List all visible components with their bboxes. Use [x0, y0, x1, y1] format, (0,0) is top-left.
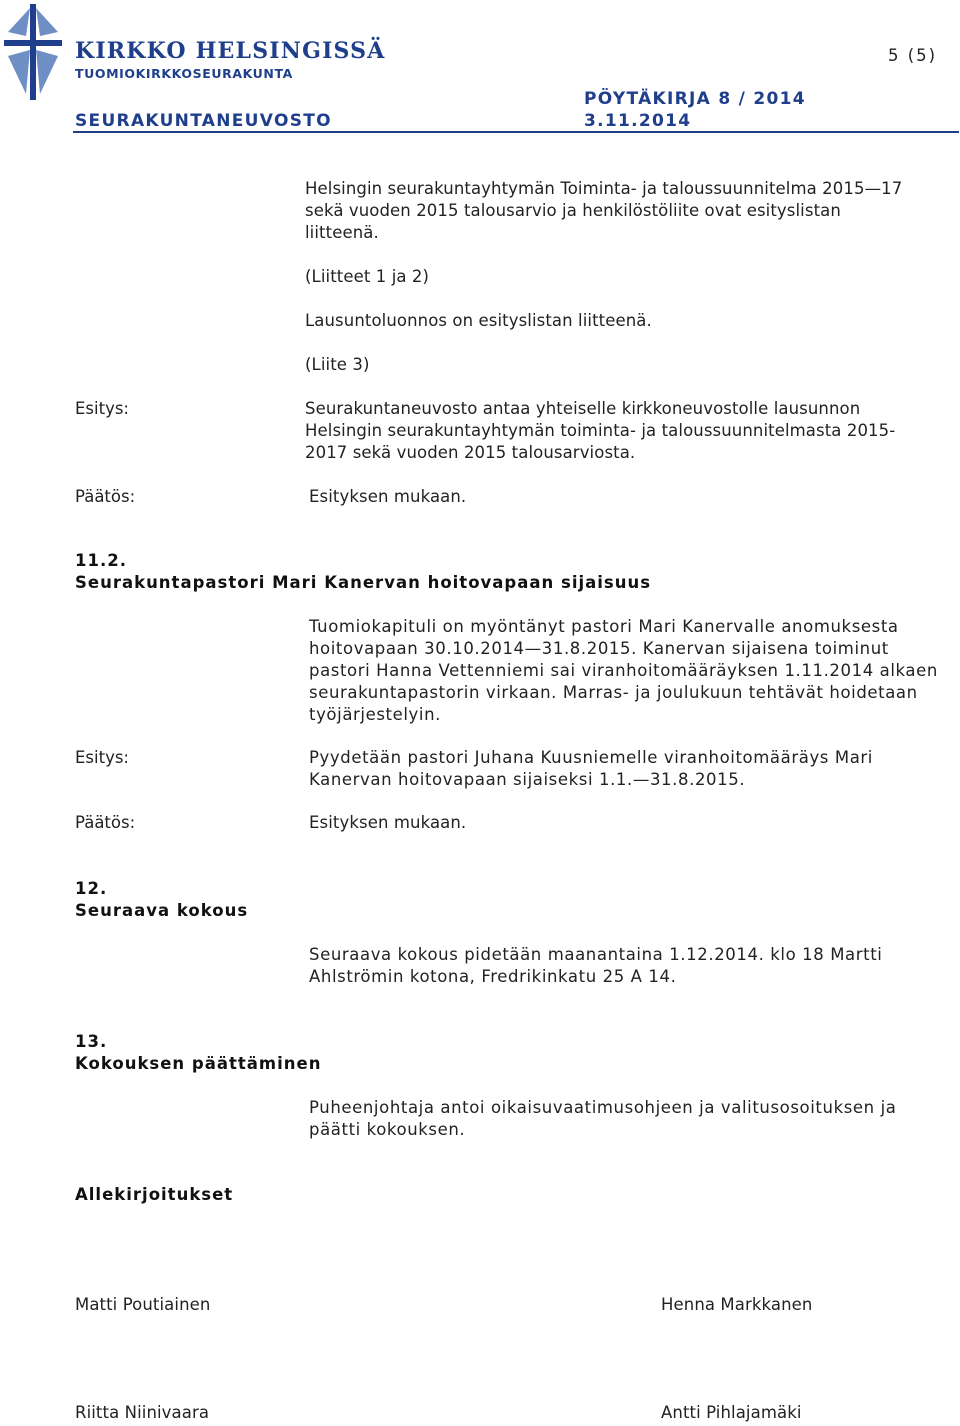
signatory-name: Matti Poutiainen	[75, 1295, 211, 1314]
text-line: seurakuntapastorin virkaan. Marras- ja joulukuun tehtävät hoidetaan	[309, 683, 918, 702]
paragraph	[309, 944, 882, 988]
text-line: Puheenjohtaja antoi oikaisuvaatimusohjeen ja valitusosoituksen ja	[309, 1098, 897, 1117]
church-logo	[0, 0, 66, 104]
text-line: Seuraava kokous pidetään maanantaina 1.12.2014. klo 18 Martti	[309, 945, 883, 964]
org-subname: TUOMIOKIRKKOSEURAKUNTA	[75, 66, 293, 81]
text-line: sekä vuoden 2015 talousarvio ja henkilöstöliite ovat esityslistan	[305, 201, 841, 220]
paragraph: Lausuntoluonnos on esityslistan liitteenä.	[305, 311, 652, 330]
page-number: 5 (5)	[888, 46, 938, 65]
paragraph	[305, 178, 902, 244]
text-line: Kanervan hoitovapaan sijaiseksi 1.1.—31.8.2015.	[309, 770, 746, 789]
attachment-note: (Liitteet 1 ja 2)	[305, 267, 430, 286]
text-line: Helsingin seurakuntayhtymän toiminta- ja taloussuunnitelmasta 2015-	[305, 421, 896, 440]
text-line: Tuomiokapituli on myöntänyt pastori Mari Kanervalle anomuksesta	[309, 617, 899, 636]
signatory-name: Henna Markkanen	[661, 1295, 813, 1314]
text-line: Ahlströmin kotona, Fredrikinkatu 25 A 14.	[309, 967, 677, 986]
attachment-note: (Liite 3)	[305, 355, 370, 374]
proposal-label: Esitys:	[75, 748, 129, 767]
proposal-label: Esitys:	[75, 399, 129, 418]
proposal-text	[305, 398, 895, 464]
decision-text: Esityksen mukaan.	[309, 487, 467, 506]
section-title: Seuraava kokous	[75, 901, 249, 920]
signatory-name: Antti Pihlajamäki	[661, 1403, 802, 1422]
decision-label: Päätös:	[75, 487, 136, 506]
proposal-text	[309, 747, 873, 791]
text-line: 2017 sekä vuoden 2015 talousarviosta.	[305, 443, 636, 462]
text-line: päätti kokouksen.	[309, 1120, 466, 1139]
text-line: pastori Hanna Vettenniemi sai viranhoitomääräyksen 1.11.2014 alkaen	[309, 661, 938, 680]
text-line: työjärjestelyin.	[309, 705, 441, 724]
text-line: Helsingin seurakuntayhtymän Toiminta- ja taloussuunnitelma 2015—17	[305, 179, 903, 198]
org-name: KIRKKO HELSINGISSÄ	[75, 38, 386, 64]
signatory-name: Riitta Niinivaara	[75, 1403, 210, 1422]
document-title: PÖYTÄKIRJA 8 / 2014	[584, 89, 806, 109]
section-title: Kokouksen päättäminen	[75, 1054, 322, 1073]
text-line: liitteenä.	[305, 223, 379, 242]
section-number: 13.	[75, 1032, 108, 1051]
section-title: Seurakuntapastori Mari Kanervan hoitovapaan sijaisuus	[75, 573, 652, 592]
section-number: 11.2.	[75, 551, 127, 570]
text-line: hoitovapaan 30.10.2014—31.8.2015. Kanervan sijaisena toiminut	[309, 639, 889, 658]
paragraph	[309, 616, 938, 726]
text-line: Pyydetään pastori Juhana Kuusniemelle viranhoitomääräys Mari	[309, 748, 873, 767]
decision-label: Päätös:	[75, 813, 136, 832]
header-rule	[73, 131, 959, 133]
meeting-date: 3.11.2014	[584, 111, 692, 131]
signatures-title: Allekirjoitukset	[75, 1185, 234, 1204]
section-number: 12.	[75, 879, 108, 898]
body-name: SEURAKUNTANEUVOSTO	[75, 111, 332, 131]
decision-text: Esityksen mukaan.	[309, 813, 467, 832]
text-line: Seurakuntaneuvosto antaa yhteiselle kirkkoneuvostolle lausunnon	[305, 399, 861, 418]
paragraph	[309, 1097, 896, 1141]
